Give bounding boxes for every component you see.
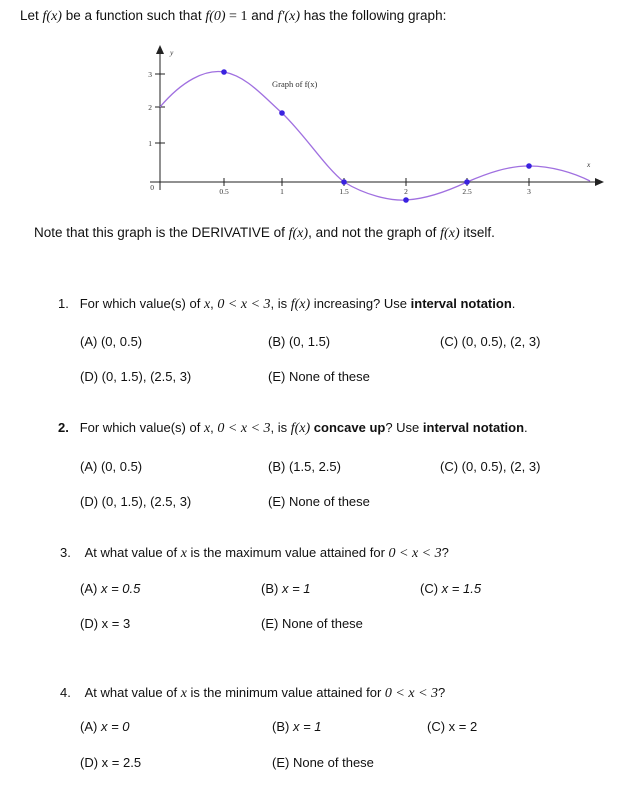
inequality: 0 < x < 3 (217, 421, 271, 436)
question-text: At what value of (84, 685, 181, 700)
point-x-3 (526, 163, 532, 169)
inequality: 0 < x < 3 (217, 297, 271, 312)
function-fx: f(x) (290, 297, 311, 312)
q2-choice-a[interactable]: (A) (0, 0.5) (80, 459, 143, 474)
y-axis-label: y (170, 48, 174, 57)
question-text: , is (270, 420, 291, 435)
question-text: , (210, 296, 218, 311)
intro-text: be a function such that (61, 8, 206, 23)
q1-choice-d[interactable]: (D) (0, 1.5), (2.5, 3) (80, 369, 192, 384)
question-text: . (511, 296, 516, 311)
choice-label: (B) (261, 581, 282, 596)
choice-value: None of these (292, 755, 374, 770)
choice-label: (E) (272, 755, 293, 770)
q1-choice-e[interactable]: (E) None of these (268, 369, 370, 384)
y-tick-label: 1 (148, 139, 152, 148)
point-x-2 (403, 197, 409, 203)
var-x: x (180, 686, 187, 701)
q3-choice-d[interactable] (80, 616, 130, 631)
question-text: ? Use (385, 420, 423, 435)
y-tick-label: 3 (148, 70, 152, 79)
intro-fprime: f′(x) (277, 9, 300, 24)
choice-value: None of these (281, 616, 363, 631)
q4-choice-e[interactable] (272, 755, 374, 770)
question-text: . (524, 420, 528, 435)
choice-value: x = 0.5 (100, 581, 141, 596)
choice-label: (E) (261, 616, 282, 631)
var-x: x (203, 297, 211, 312)
q3-choice-b[interactable] (261, 581, 311, 596)
q2-choice-e[interactable]: (E) None of these (268, 494, 370, 509)
note-line (34, 225, 495, 242)
question-1 (58, 296, 515, 313)
origin-label: 0 (150, 183, 154, 192)
y-axis-arrow (156, 45, 164, 54)
q4-choice-c[interactable] (427, 719, 477, 734)
note-text: itself. (459, 225, 495, 240)
choice-value: x = 2.5 (101, 755, 142, 770)
x-tick-label: 3 (527, 187, 531, 196)
question-2 (58, 420, 528, 437)
intro-f0: f(0) (205, 9, 226, 24)
x-tick-label: 2 (404, 187, 408, 196)
graph-title: Graph of f(x) (272, 79, 318, 89)
question-4 (60, 685, 445, 702)
note-text: Note that this graph is the DERIVATIVE of (34, 225, 289, 240)
choice-value: x = 0 (100, 719, 130, 734)
q3-choice-e[interactable] (261, 616, 363, 631)
question-text: is the maximum value attained for (186, 545, 389, 560)
y-tick-label: 2 (148, 103, 152, 112)
choice-value: x = 2 (448, 719, 478, 734)
intro-eq: = 1 (225, 9, 248, 24)
q1-choice-a[interactable]: (A) (0, 0.5) (80, 334, 143, 349)
question-3 (60, 545, 449, 562)
choice-label: (B) (272, 719, 293, 734)
inequality: 0 < x < 3 (388, 546, 442, 561)
function-fx: f(x) (290, 421, 311, 436)
point-x-1.5 (341, 179, 347, 185)
note-text: , and not the graph of (308, 225, 441, 240)
question-number: 2. (58, 420, 69, 435)
curve-points (221, 69, 532, 203)
x-tick-label: 0.5 (219, 187, 229, 196)
choice-label: (A) (80, 719, 101, 734)
question-text: ? (438, 685, 446, 700)
intro-text: Let (20, 8, 43, 23)
question-number: 3. (60, 545, 71, 560)
choice-value: x = 1.5 (441, 581, 482, 596)
x-tick-label: 1.5 (339, 187, 349, 196)
question-text: At what value of (84, 545, 181, 560)
intro-text: and (247, 8, 278, 23)
intro-fx: f(x) (42, 9, 62, 24)
question-number: 1. (58, 296, 69, 311)
intro-text: has the following graph: (299, 8, 447, 23)
q3-choice-a[interactable] (80, 581, 140, 596)
point-x-0.5 (221, 69, 227, 75)
question-text: , is (270, 296, 291, 311)
emphasis: interval notation (422, 420, 525, 435)
q1-choice-c[interactable]: (C) (0, 0.5), (2, 3) (440, 334, 541, 349)
note-fx: f(x) (440, 226, 460, 241)
q4-choice-b[interactable] (272, 719, 322, 734)
q2-choice-b[interactable]: (B) (1.5, 2.5) (268, 459, 341, 474)
x-tick-label: 1 (280, 187, 284, 196)
choice-label: (C) (427, 719, 449, 734)
choice-value: x = 3 (101, 616, 131, 631)
question-text: ? (441, 545, 449, 560)
choice-label: (D) (80, 755, 102, 770)
question-text: , (210, 420, 218, 435)
question-number: 4. (60, 685, 71, 700)
question-text: is the minimum value attained for (186, 685, 385, 700)
x-axis-arrow (595, 178, 604, 186)
q4-choice-d[interactable] (80, 755, 141, 770)
var-x: x (203, 421, 211, 436)
var-x: x (180, 546, 187, 561)
x-axis-label: x (587, 160, 591, 169)
inequality: 0 < x < 3 (384, 686, 439, 701)
choice-label: (A) (80, 581, 101, 596)
q4-choice-a[interactable] (80, 719, 130, 734)
intro-line (20, 8, 446, 25)
choice-value: x = 1 (281, 581, 311, 596)
question-text: For which value(s) of (79, 420, 204, 435)
choice-label: (D) (80, 616, 102, 631)
q1-choice-b[interactable]: (B) (0, 1.5) (268, 334, 331, 349)
derivative-graph (0, 35, 626, 250)
choice-value: x = 1 (292, 719, 322, 734)
emphasis: interval notation (410, 296, 512, 311)
choice-label: (C) (420, 581, 442, 596)
q2-choice-c[interactable]: (C) (0, 0.5), (2, 3) (440, 459, 541, 474)
point-x-2.5 (464, 179, 470, 185)
question-text: increasing? Use (310, 296, 411, 311)
emphasis: concave up (310, 420, 386, 435)
note-fx: f(x) (288, 226, 309, 241)
x-tick-label: 2.5 (462, 187, 472, 196)
question-text: For which value(s) of (79, 296, 204, 311)
q3-choice-c[interactable] (420, 581, 481, 596)
q2-choice-d[interactable]: (D) (0, 1.5), (2.5, 3) (80, 494, 192, 509)
point-x-1 (279, 110, 285, 116)
